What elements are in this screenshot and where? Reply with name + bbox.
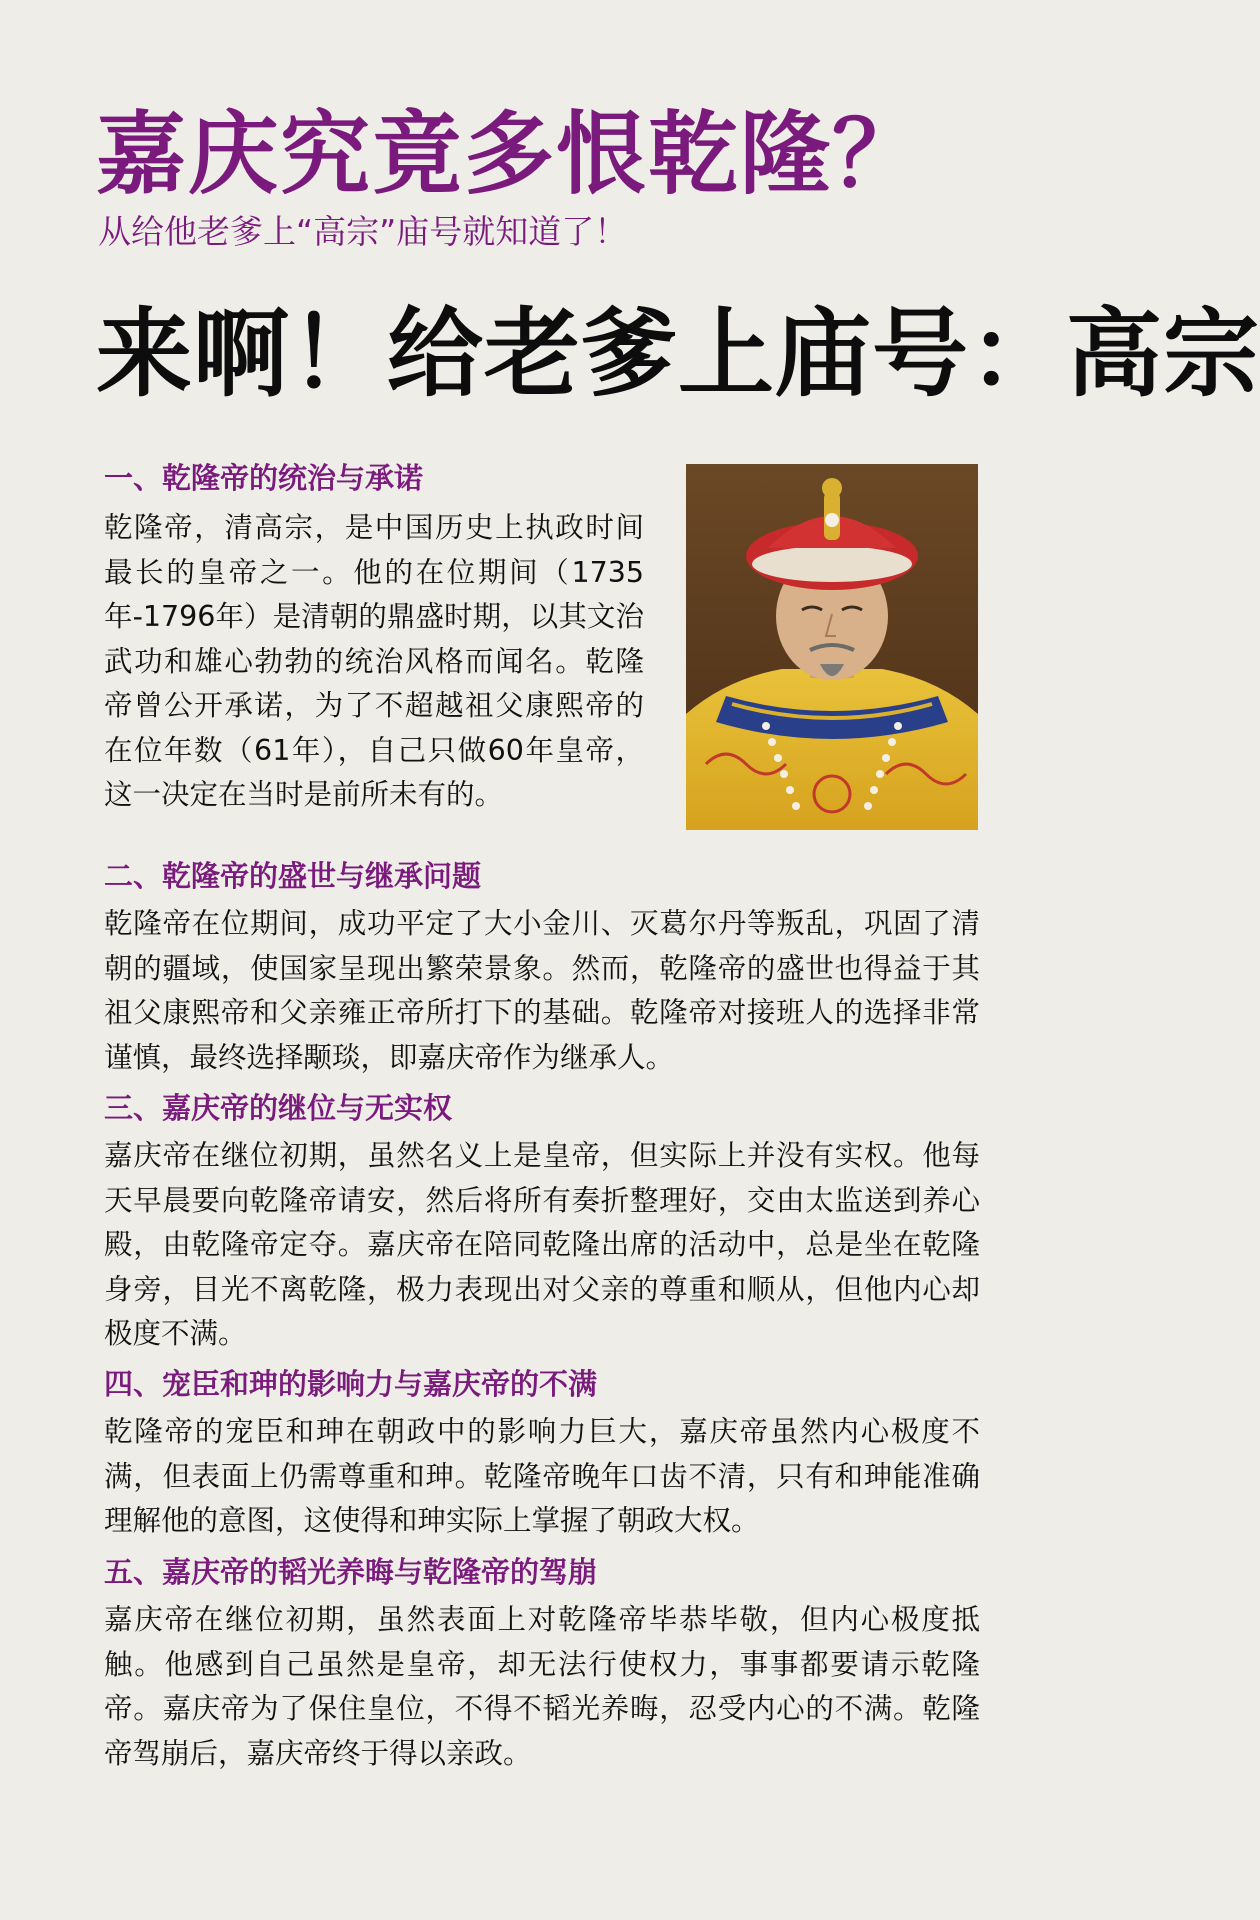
section-body-2: 乾隆帝在位期间，成功平定了大小金川、灭葛尔丹等叛乱，巩固了清朝的疆域，使国家呈现出繁荣景象。然而，乾隆帝的盛世也得益于其祖父康熙帝和父亲雍正帝所打下的基础。乾隆帝对接班人的选择非常谨慎，最终选择颙琰，即嘉庆帝作为继承人。 bbox=[104, 907, 980, 1074]
page-title: 嘉庆究竟多恨乾隆？ bbox=[96, 102, 924, 207]
section-body-5: 嘉庆帝在继位初期，虽然表面上对乾隆帝毕恭毕敬，但内心极度抵触。他感到自己虽然是皇帝，却无法行使权力，事事都要请示乾隆帝。嘉庆帝为了保住皇位，不得不韬光养晦，忍受内心的不满。乾隆帝驾崩后，嘉庆帝终于得以亲政。 bbox=[104, 1603, 980, 1770]
emperor-portrait-icon bbox=[686, 464, 978, 830]
section-heading-2: 二、乾隆帝的盛世与继承问题 bbox=[104, 859, 482, 893]
headline-banner: 来啊！给老爹上庙号：高宗 bbox=[96, 298, 1260, 410]
section-heading-5: 五、嘉庆帝的韬光养晦与乾隆帝的驾崩 bbox=[104, 1555, 598, 1589]
section-body-4: 乾隆帝的宠臣和珅在朝政中的影响力巨大，嘉庆帝虽然内心极度不满，但表面上仍需尊重和珅。乾隆帝晚年口齿不清，只有和珅能准确理解他的意图，这使得和珅实际上掌握了朝政大权。 bbox=[104, 1415, 980, 1537]
section-heading-1: 一、乾隆帝的统治与承诺 bbox=[104, 461, 424, 495]
page-subtitle: 从给他老爹上“高宗”庙号就知道了！ bbox=[98, 212, 628, 251]
section-body-3: 嘉庆帝在继位初期，虽然名义上是皇帝，但实际上并没有实权。他每天早晨要向乾隆帝请安，然后将所有奏折整理好，交由太监送到养心殿，由乾隆帝定夺。嘉庆帝在陪同乾隆出席的活动中，总是坐在乾隆身旁，目光不离乾隆，极力表现出对父亲的尊重和顺从，但他内心却极度不满。 bbox=[104, 1139, 980, 1350]
section-body-1: 乾隆帝，清高宗，是中国历史上执政时间最长的皇帝之一。他的在位期间（1735年-1796年）是清朝的鼎盛时期，以其文治武功和雄心勃勃的统治风格而闻名。乾隆帝曾公开承诺，为了不超越祖父康熙帝的在位年数（61年），自己只做60年皇帝，这一决定在当时是前所未有的。 bbox=[104, 511, 644, 811]
section-heading-3: 三、嘉庆帝的继位与无实权 bbox=[104, 1091, 453, 1125]
section-heading-4: 四、宠臣和珅的影响力与嘉庆帝的不满 bbox=[104, 1367, 598, 1401]
